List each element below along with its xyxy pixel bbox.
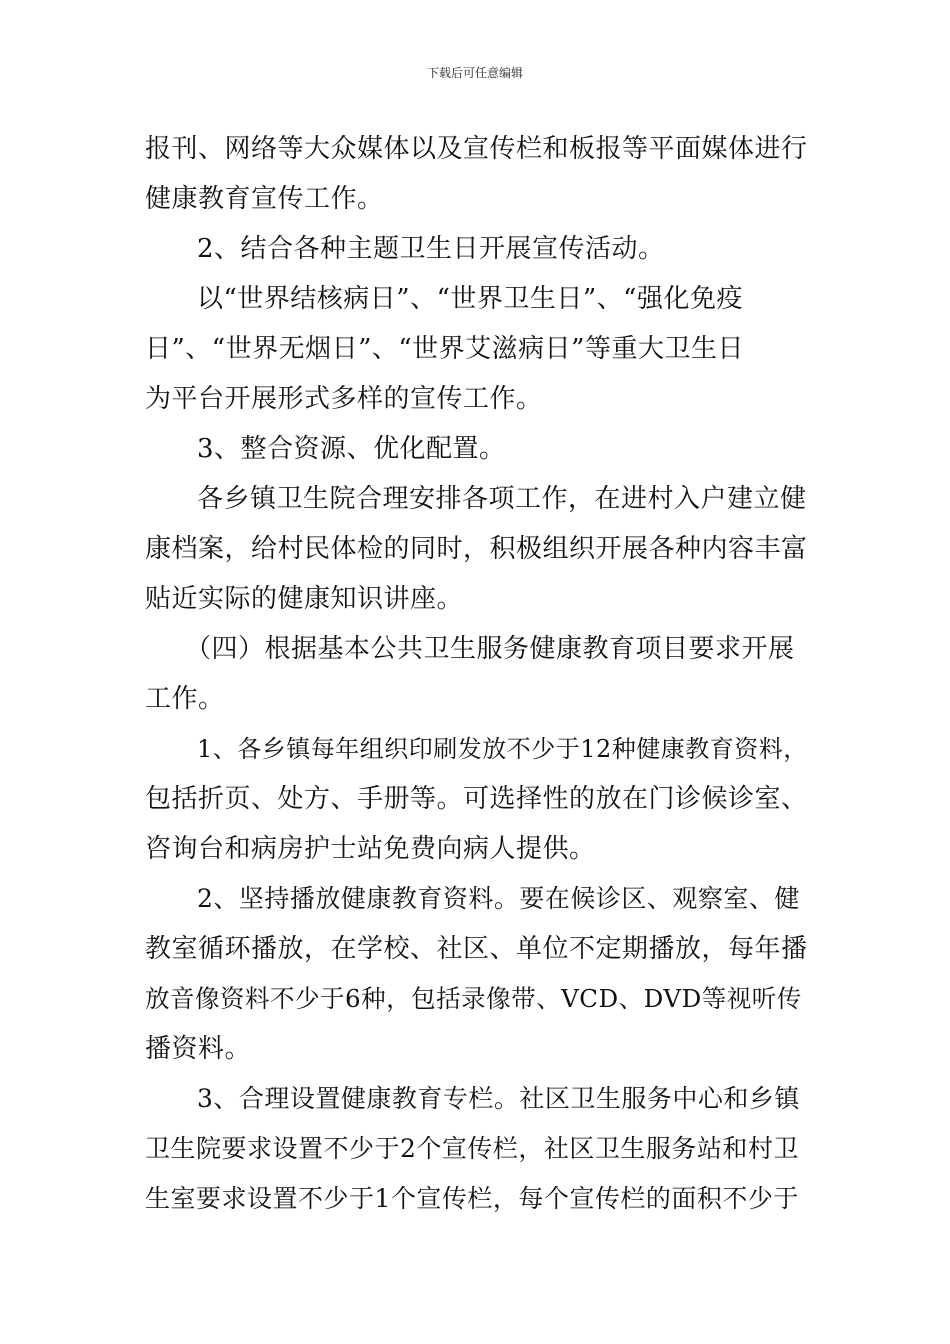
text-line: 康档案，给村民体检的同时，积极组织开展各种内容丰富	[145, 534, 808, 564]
text-line: 生室要求设置不少于1个宣传栏，每个宣传栏的面积不少于	[145, 1184, 799, 1213]
text-line: 包括折页、处方、手册等。可选择性的放在门诊候诊室、	[145, 784, 808, 814]
text-line: 1、各乡镇每年组织印刷发放不少于12种健康教育资料，	[197, 735, 808, 763]
text-line: 卫生院要求设置不少于2个宣传栏，社区卫生服务站和村卫	[145, 1134, 799, 1163]
text-line: 咨询台和病房护士站免费向病人提供。	[145, 834, 596, 864]
text-line: 放音像资料不少于6种，包括录像带、VCD、DVD等视听传	[145, 984, 802, 1013]
text-line: 日”、“世界无烟日”、“世界艾滋病日”等重大卫生日	[145, 334, 744, 364]
page-header-note: 下载后可任意编辑	[426, 66, 523, 80]
text-line: 播资料。	[145, 1034, 252, 1064]
text-line: 教室循环播放，在学校、社区、单位不定期播放，每年播	[145, 934, 808, 964]
text-line: 3、整合资源、优化配置。	[197, 434, 506, 464]
text-line: （四）根据基本公共卫生服务健康教育项目要求开展	[185, 634, 795, 664]
text-line: 健康教育宣传工作。	[145, 184, 384, 214]
text-line: 以“世界结核病日”、“世界卫生日”、“强化免疫	[197, 284, 743, 314]
text-line: 2、坚持播放健康教育资料。要在候诊区、观察室、健	[197, 884, 800, 913]
text-line: 各乡镇卫生院合理安排各项工作，在进村入户建立健	[197, 484, 807, 514]
text-line: 贴近实际的健康知识讲座。	[145, 584, 464, 614]
text-line: 工作。	[145, 684, 225, 714]
text-line: 报刊、网络等大众媒体以及宣传栏和板报等平面媒体进行	[145, 134, 808, 164]
text-line: 3、合理设置健康教育专栏。社区卫生服务中心和乡镇	[197, 1084, 800, 1113]
document-body	[145, 124, 810, 1224]
text-line: 为平台开展形式多样的宣传工作。	[145, 384, 543, 414]
text-line: 2、结合各种主题卫生日开展宣传活动。	[197, 234, 665, 264]
